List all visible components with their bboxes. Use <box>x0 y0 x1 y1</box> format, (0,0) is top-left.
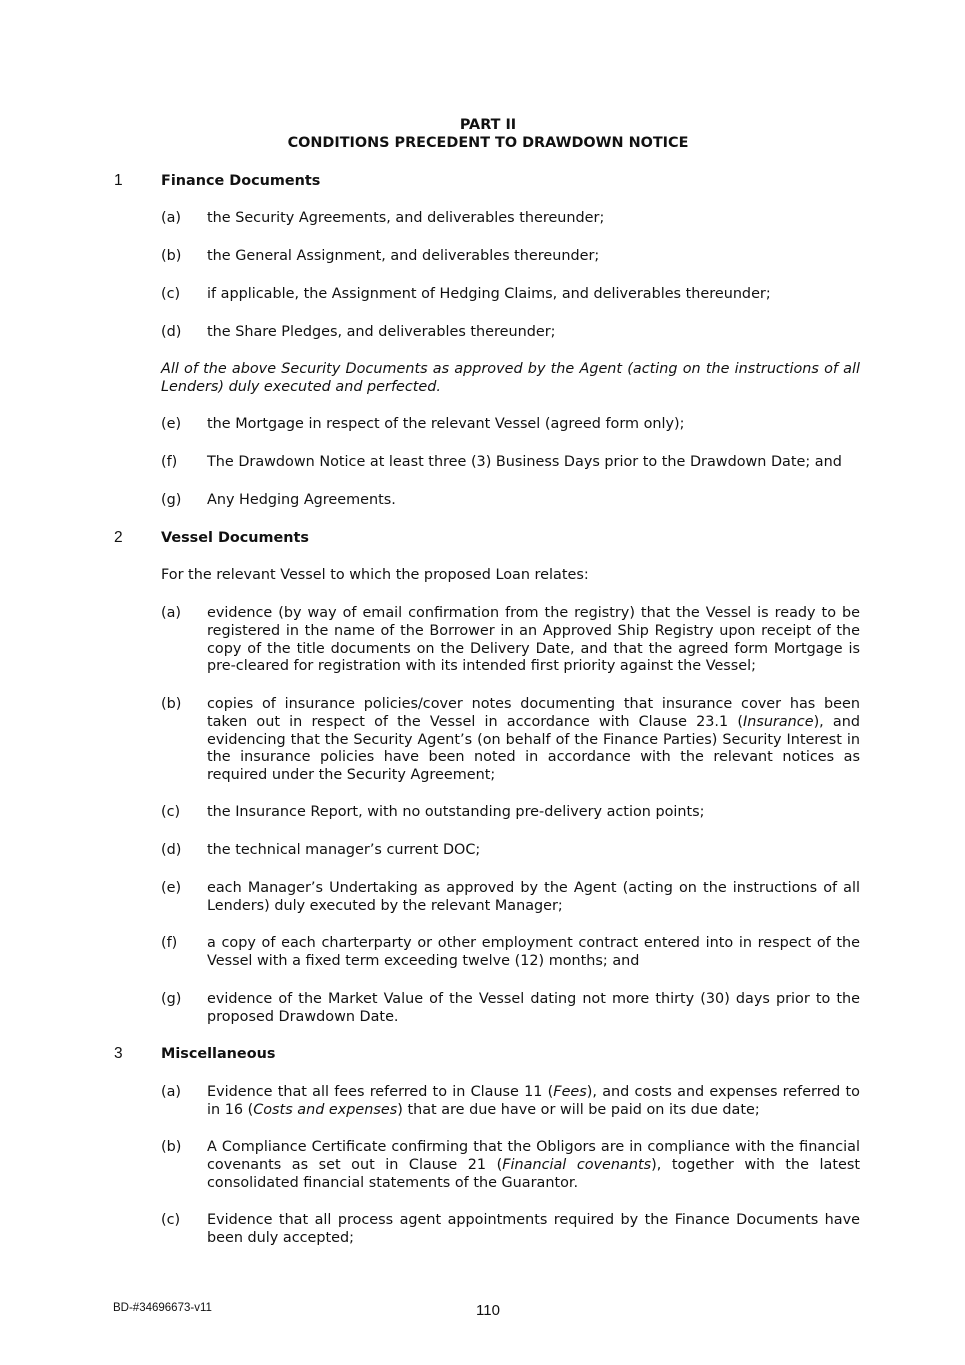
section-title: Finance Documents <box>161 173 321 189</box>
item-label: (c) <box>161 286 181 302</box>
item-label: (c) <box>161 804 181 820</box>
item-label: (f) <box>161 935 178 951</box>
item-text: the Share Pledges, and deliverables thereunder; <box>207 324 556 340</box>
section-number: 3 <box>114 1045 123 1062</box>
item-label: (a) <box>161 1084 182 1100</box>
item-text: evidence of the Market Value of the Vessel dating not more thirty (30) days prior to the proposed Drawdown Date. <box>207 991 860 1025</box>
item-label: (g) <box>161 991 182 1007</box>
section-number: 1 <box>114 172 123 189</box>
item-label: (c) <box>161 1212 181 1228</box>
item-text: the technical manager’s current DOC; <box>207 842 481 858</box>
item-text: if applicable, the Assignment of Hedging Claims, and deliverables thereunder; <box>207 286 771 302</box>
item-text: a copy of each charterparty or other employment contract entered into in respect of the Vessel with a fixed term exceeding twelve (12) months; and <box>207 935 860 969</box>
clause-reference: Insurance <box>742 713 814 730</box>
item-text: evidence (by way of email confirmation from the registry) that the Vessel is ready to be registered in the name of the Borrower in an Approved Ship Registry upon receipt of the copy of the title documents on the Delivery Date, and that the agreed form Mortgage is pre-cleared for registration with its intended first priority against the Vessel; <box>207 605 860 675</box>
page-title: CONDITIONS PRECEDENT TO DRAWDOWN NOTICE <box>287 135 689 151</box>
item-text: Any Hedging Agreements. <box>207 492 396 508</box>
item-label: (g) <box>161 492 182 508</box>
item-label: (d) <box>161 324 182 340</box>
clause-reference: Fees <box>553 1084 587 1100</box>
section-number: 2 <box>114 529 123 546</box>
item-text-part: ) that are due have or will be paid on its due date; <box>397 1101 760 1118</box>
item-text <box>207 1139 860 1192</box>
item-text: the Insurance Report, with no outstanding pre-delivery action points; <box>207 804 705 820</box>
item-text: the General Assignment, and deliverables thereunder; <box>207 248 600 264</box>
item-label: (b) <box>161 696 182 712</box>
item-text: the Security Agreements, and deliverables thereunder; <box>207 210 605 226</box>
item-label: (b) <box>161 1139 182 1155</box>
item-text-part: copies of insurance policies/cover notes documenting that insurance cover has been taken out in respect of the Vessel in accordance with Clause 23.1 ( <box>207 696 860 730</box>
item-label: (a) <box>161 210 182 226</box>
item-text: The Drawdown Notice at least three (3) Business Days prior to the Drawdown Date; and <box>207 454 842 470</box>
section-intro: For the relevant Vessel to which the proposed Loan relates: <box>161 567 589 583</box>
item-text-part: ), together with the latest consolidated financial statements of the Guarantor. <box>207 1156 860 1191</box>
item-label: (e) <box>161 880 182 896</box>
item-text: each Manager’s Undertaking as approved by the Agent (acting on the instructions of all Lenders) duly executed by the relevant Manager; <box>207 880 860 914</box>
clause-reference: Costs and expenses <box>253 1101 398 1118</box>
item-text <box>207 696 860 785</box>
page-number: 110 <box>476 1302 500 1319</box>
item-label: (d) <box>161 842 182 858</box>
item-text-part: Evidence that all fees referred to in Clause 11 ( <box>207 1084 554 1100</box>
section-note: All of the above Security Documents as approved by the Agent (acting on the instructions of all Lenders) duly executed and perfected. <box>161 361 860 395</box>
item-label: (b) <box>161 248 182 264</box>
item-text-part: ), and evidencing that the Security Agent’s (on behalf of the Finance Parties) Security Interest in the insurance policies have been noted in accordance with the relevant notices as required under the Security Agreement; <box>207 713 860 784</box>
item-text-part: ), and costs and expenses referred to in 16 ( <box>207 1084 860 1118</box>
section-title: Vessel Documents <box>161 530 309 546</box>
item-text <box>207 1084 860 1120</box>
item-text-part: A Compliance Certificate confirming that the Obligors are in compliance with the financial covenants as set out in Clause 21 ( <box>207 1139 860 1173</box>
clause-reference: Financial covenants <box>502 1156 652 1173</box>
item-label: (a) <box>161 605 182 621</box>
part-heading: PART II <box>459 117 517 133</box>
item-text: Evidence that all process agent appointments required by the Finance Documents have been duly accepted; <box>207 1212 860 1246</box>
section-title: Miscellaneous <box>161 1046 276 1062</box>
document-reference: BD-#34696673-v11 <box>113 1302 212 1314</box>
item-text: the Mortgage in respect of the relevant Vessel (agreed form only); <box>207 416 685 432</box>
item-label: (e) <box>161 416 182 432</box>
item-label: (f) <box>161 454 178 470</box>
